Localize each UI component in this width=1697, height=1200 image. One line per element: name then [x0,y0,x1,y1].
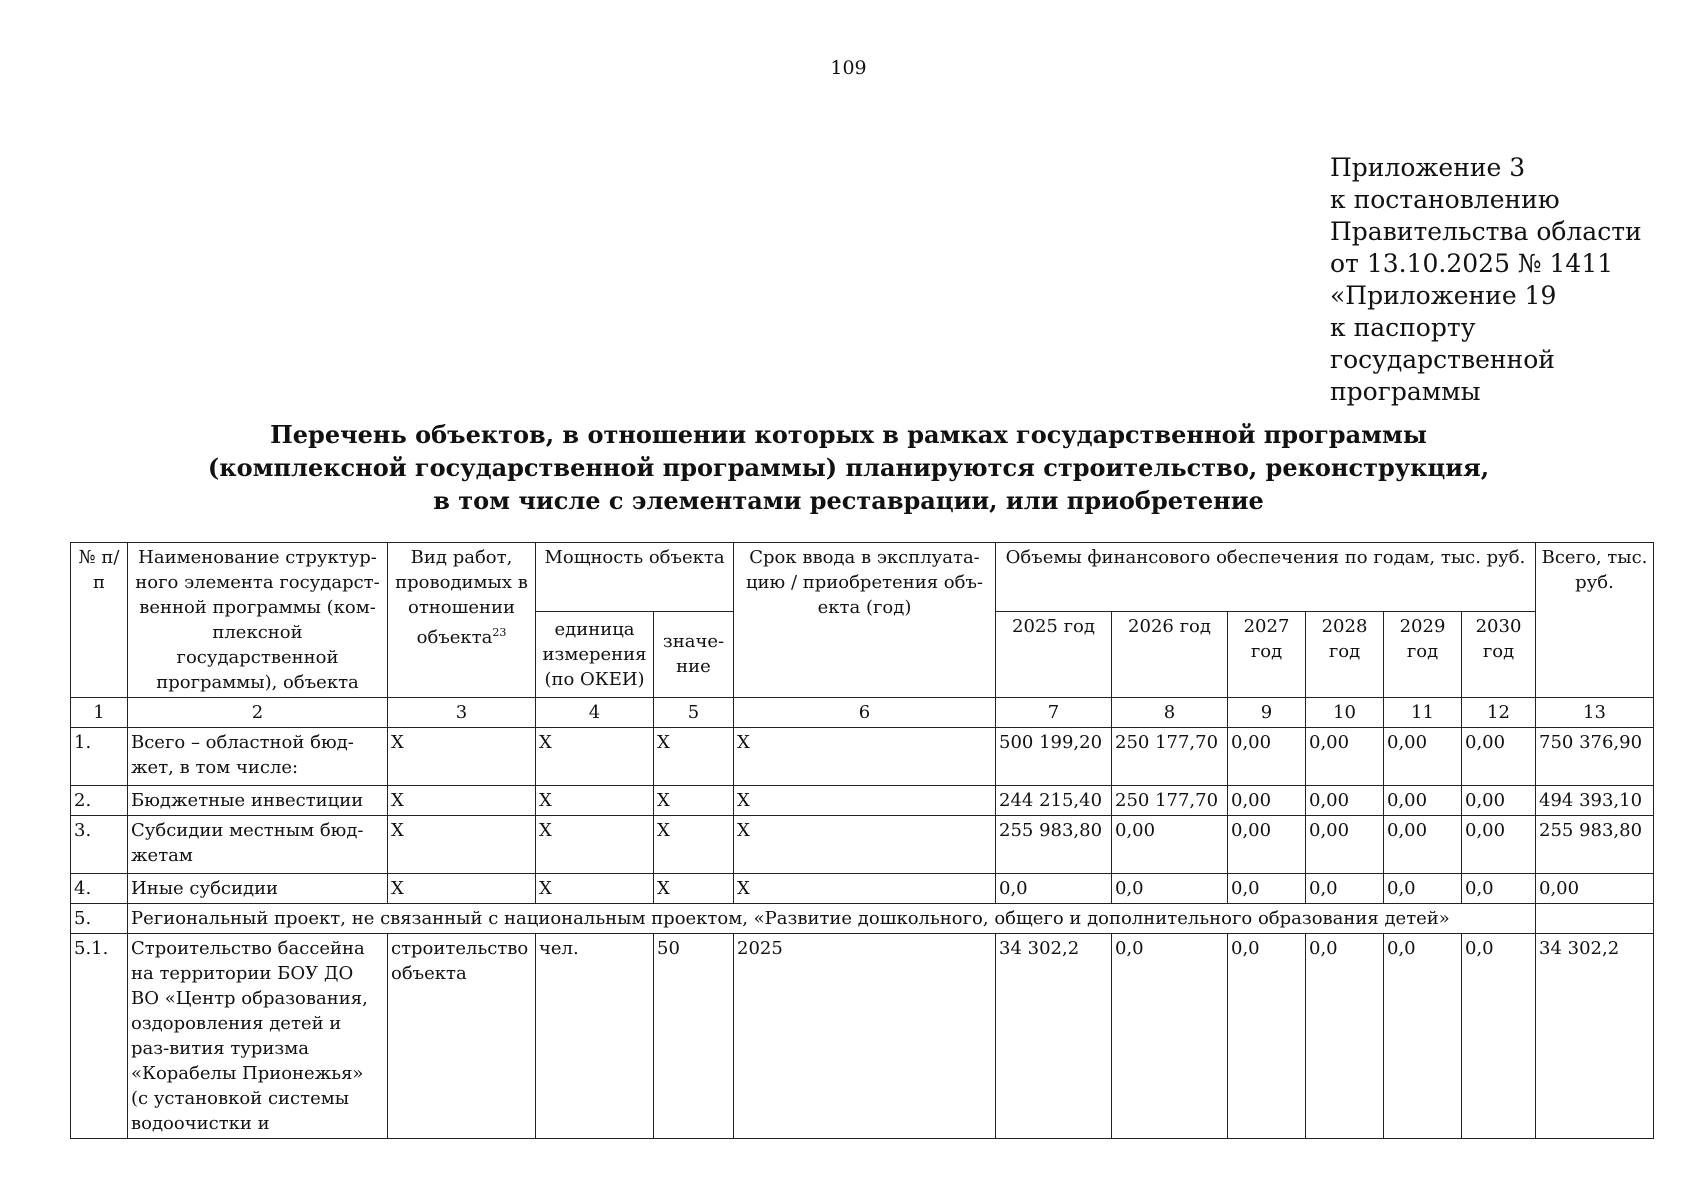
cell-work: Х [388,786,536,816]
column-number: 11 [1384,698,1462,728]
cell-2025: 500 199,20 [996,728,1112,786]
cell-total: 750 376,90 [1536,728,1654,786]
cell-num: 2. [71,786,128,816]
section-empty-cell [1536,904,1654,934]
cell-2029: 0,00 [1384,816,1462,874]
header-year: 2027 год [1228,611,1306,697]
title-line: (комплексной государственной программы) планируются строительство, реконструкция, [207,453,1490,482]
cell-total: 34 302,2 [1536,934,1654,1139]
cell-2027: 0,00 [1228,816,1306,874]
title-line: в том числе с элементами реставрации, или приобретение [433,486,1264,515]
column-number: 7 [996,698,1112,728]
column-number: 9 [1228,698,1306,728]
cell-2028: 0,0 [1306,934,1384,1139]
cell-work: Х [388,874,536,904]
appendix-line: Правительства области [1330,217,1642,246]
document-title [0,418,1697,517]
header-work-type-text: Вид работ, проводимых в отношении объекта [395,547,528,648]
cell-2028: 0,00 [1306,816,1384,874]
header-unit: единица измерения (по ОКЕИ) [536,611,654,697]
cell-2027: 0,0 [1228,874,1306,904]
cell-2029: 0,00 [1384,728,1462,786]
cell-2027: 0,00 [1228,728,1306,786]
cell-value: Х [654,786,734,816]
cell-deadline: 2025 [734,934,996,1139]
column-number: 8 [1112,698,1228,728]
appendix-line: государственной [1330,345,1555,374]
cell-2030: 0,0 [1462,874,1536,904]
cell-num: 4. [71,874,128,904]
header-total: Всего, тыс. руб. [1536,543,1654,698]
cell-value: 50 [654,934,734,1139]
cell-unit: чел. [536,934,654,1139]
cell-2026: 0,0 [1112,874,1228,904]
cell-name: Бюджетные инвестиции [128,786,388,816]
cell-2026: 250 177,70 [1112,786,1228,816]
cell-num: 5.1. [71,934,128,1139]
cell-unit: Х [536,728,654,786]
cell-deadline: Х [734,816,996,874]
cell-total: 494 393,10 [1536,786,1654,816]
cell-work: Х [388,728,536,786]
cell-deadline: Х [734,786,996,816]
cell-unit: Х [536,816,654,874]
cell-work: строительство объекта [388,934,536,1139]
cell-name: Субсидии местным бюд-жетам [128,816,388,874]
cell-num: 1. [71,728,128,786]
table-row [71,934,1654,1139]
appendix-line: программы [1330,377,1481,406]
cell-2025: 244 215,40 [996,786,1112,816]
cell-2026: 0,00 [1112,816,1228,874]
cell-2030: 0,00 [1462,728,1536,786]
appendix-line: к постановлению [1330,185,1560,214]
cell-unit: Х [536,786,654,816]
header-num: № п/п [71,543,128,698]
cell-2025: 0,0 [996,874,1112,904]
cell-value: Х [654,874,734,904]
header-capacity: Мощность объекта [536,543,734,612]
header-value: значе-ние [654,611,734,697]
header-work-type [388,543,536,698]
cell-2030: 0,0 [1462,934,1536,1139]
section-num: 5. [71,904,128,934]
header-deadline: Срок ввода в эксплуата-цию / приобретения объ-екта (год) [734,543,996,698]
table-row [71,816,1654,874]
column-number: 6 [734,698,996,728]
header-year: 2029 год [1384,611,1462,697]
header-year: 2026 год [1112,611,1228,697]
cell-2027: 0,0 [1228,934,1306,1139]
cell-name: Иные субсидии [128,874,388,904]
header-name: Наименование структур-ного элемента государст-венной программы (ком-плексной государственной программы), объекта [128,543,388,698]
header-year: 2030 год [1462,611,1536,697]
cell-2025: 255 983,80 [996,816,1112,874]
column-number: 3 [388,698,536,728]
column-number: 12 [1462,698,1536,728]
section-row [71,904,1654,934]
header-row [71,543,1654,612]
appendix-line: «Приложение 19 [1330,281,1557,310]
cell-2029: 0,0 [1384,874,1462,904]
column-number: 13 [1536,698,1654,728]
column-number: 5 [654,698,734,728]
appendix-line: от 13.10.2025 № 1411 [1330,249,1614,278]
appendix-line: Приложение 3 [1330,153,1526,182]
cell-2027: 0,00 [1228,786,1306,816]
column-number: 1 [71,698,128,728]
cell-name: Строительство бассейна на территории БОУ ДО ВО «Центр образования, оздоровления детей и раз-вития туризма «Корабелы Прионежья» (с установкой системы водоочистки и [128,934,388,1139]
appendix-line: к паспорту [1330,313,1476,342]
title-line: Перечень объектов, в отношении которых в рамках государственной программы [270,420,1427,449]
table-row [71,786,1654,816]
table-row [71,874,1654,904]
table-row [71,728,1654,786]
header-year: 2025 год [996,611,1112,697]
section-title: Региональный проект, не связанный с национальным проектом, «Развитие дошкольного, общего и дополнительного образования детей» [128,904,1536,934]
cell-unit: Х [536,874,654,904]
appendix-block [1330,152,1670,408]
objects-table [70,542,1654,1139]
cell-2030: 0,00 [1462,816,1536,874]
cell-total: 255 983,80 [1536,816,1654,874]
cell-name: Всего – областной бюд-жет, в том числе: [128,728,388,786]
cell-total: 0,00 [1536,874,1654,904]
cell-2029: 0,00 [1384,786,1462,816]
cell-2028: 0,00 [1306,786,1384,816]
cell-2026: 0,0 [1112,934,1228,1139]
cell-2025: 34 302,2 [996,934,1112,1139]
cell-num: 3. [71,816,128,874]
footnote-marker: 23 [492,626,507,639]
cell-2028: 0,0 [1306,874,1384,904]
header-year: 2028 год [1306,611,1384,697]
column-number-row [71,698,1654,728]
cell-2028: 0,00 [1306,728,1384,786]
cell-deadline: Х [734,728,996,786]
cell-2026: 250 177,70 [1112,728,1228,786]
cell-deadline: Х [734,874,996,904]
cell-2030: 0,00 [1462,786,1536,816]
column-number: 2 [128,698,388,728]
page-number: 109 [830,57,867,79]
header-funding: Объемы финансового обеспечения по годам, тыс. руб. [996,543,1536,612]
cell-work: Х [388,816,536,874]
column-number: 10 [1306,698,1384,728]
cell-value: Х [654,816,734,874]
cell-2029: 0,0 [1384,934,1462,1139]
column-number: 4 [536,698,654,728]
cell-value: Х [654,728,734,786]
